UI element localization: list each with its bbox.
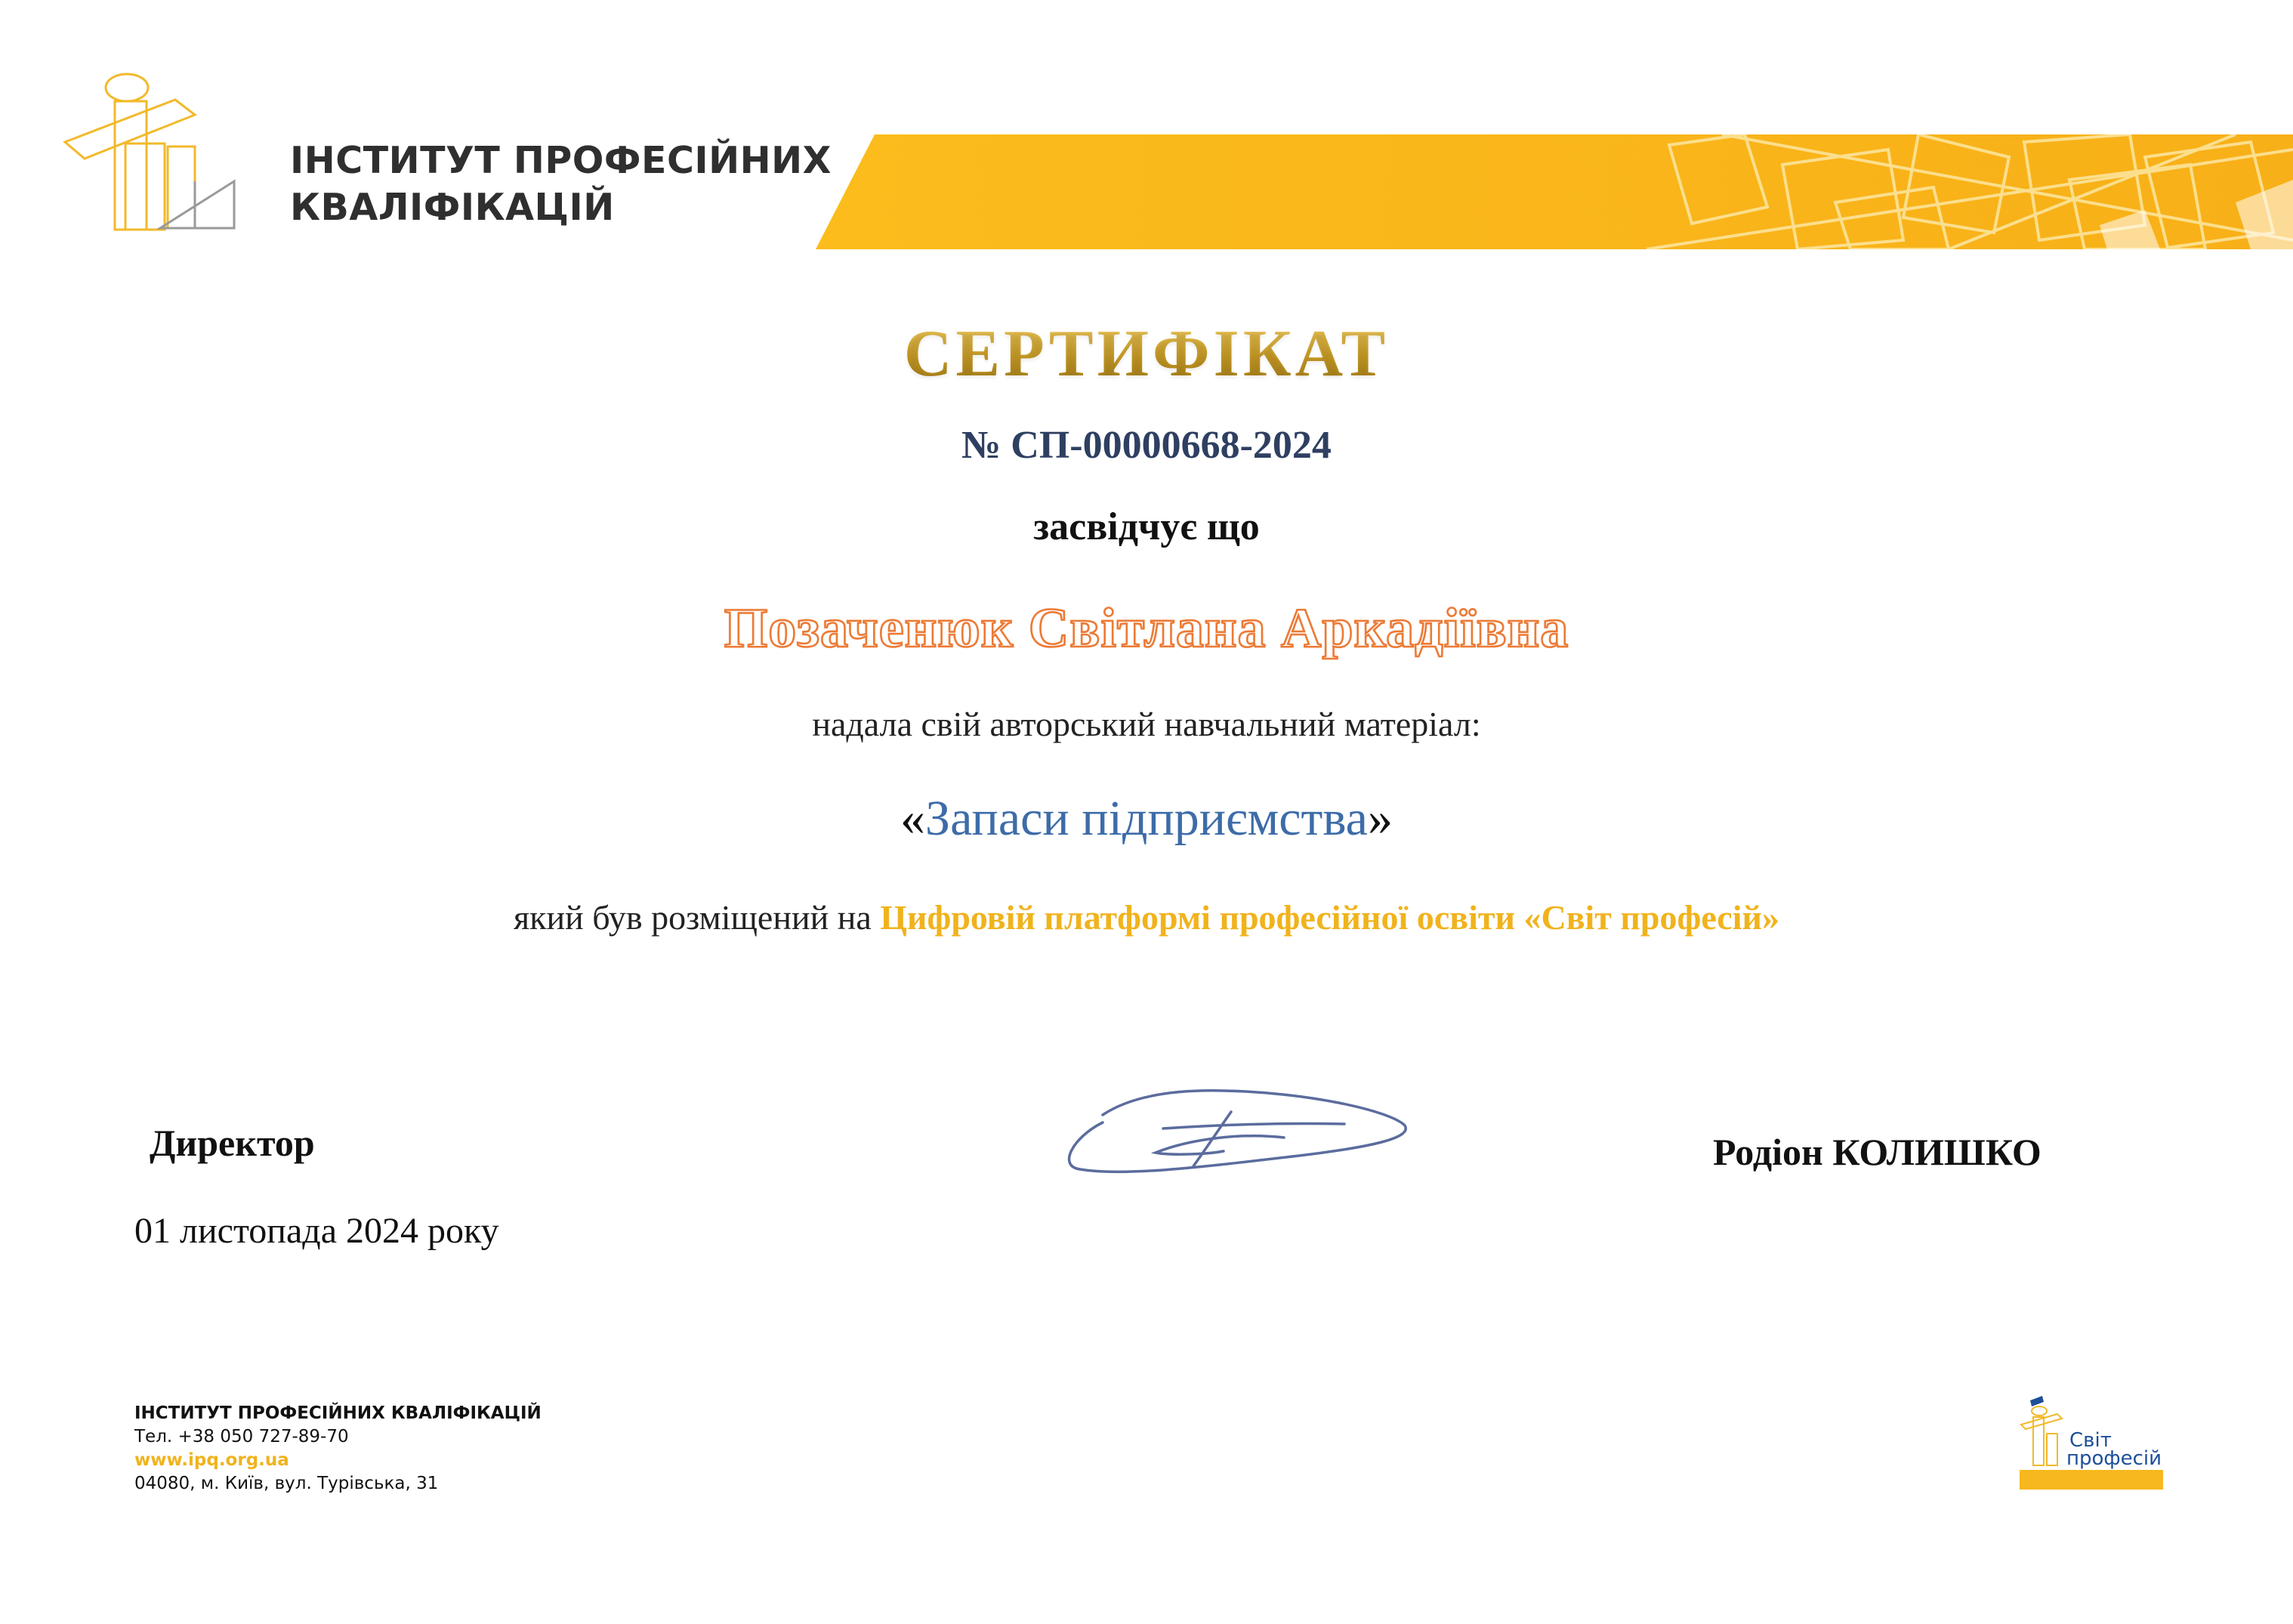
quote-open: « — [900, 791, 926, 846]
institute-name-line1: ІНСТИТУТ ПРОФЕСІЙНИХ — [290, 139, 832, 182]
svit-logo-word2: професій — [2066, 1447, 2162, 1470]
certifies-text: засвідчує що — [1033, 505, 1260, 548]
footer-org-name: ІНСТИТУТ ПРОФЕСІЙНИХ КВАЛІФІКАЦІЙ — [134, 1403, 542, 1423]
material-title: Запаси підприємства — [925, 791, 1368, 846]
signer-name: Родіон КОЛИШКО — [1713, 1131, 2041, 1173]
certificate-title: СЕРТИФІКАТ — [0, 316, 2293, 392]
platform-line — [0, 897, 2293, 937]
institute-name-line2: КВАЛІФІКАЦІЙ — [290, 186, 615, 229]
svit-logo-mark-icon — [2017, 1394, 2069, 1470]
director-signature — [1057, 1077, 1420, 1190]
issue-date: 01 листопада 2024 року — [134, 1211, 499, 1251]
director-title: Директор — [150, 1122, 315, 1164]
platform-prefix: який був розміщений на — [513, 898, 881, 937]
svit-logo-word1: Світ — [2069, 1429, 2112, 1452]
material-line — [0, 790, 2293, 848]
footer-phone: Тел. +38 050 727-89-70 — [134, 1427, 349, 1446]
provided-material-text: надала свій авторський навчальний матеріал: — [812, 705, 1481, 743]
svit-profesii-logo — [2017, 1394, 2168, 1493]
certificate-number: № СП-00000668-2024 — [961, 424, 1332, 467]
institute-name — [290, 137, 834, 231]
quote-close: » — [1367, 791, 1393, 846]
footer-contact — [134, 1402, 542, 1496]
svit-logo-band — [2020, 1470, 2163, 1490]
platform-name: Цифровій платформі професійної освіти «Світ професій» — [880, 898, 1780, 937]
footer-website-link[interactable]: www.ipq.org.ua — [134, 1450, 289, 1470]
geometric-banner — [816, 134, 2293, 249]
recipient-name: Позаченюк Світлана Аркадіївна — [724, 597, 1569, 659]
institute-logo — [62, 69, 243, 236]
footer-address: 04080, м. Київ, вул. Турівська, 31 — [134, 1474, 439, 1493]
